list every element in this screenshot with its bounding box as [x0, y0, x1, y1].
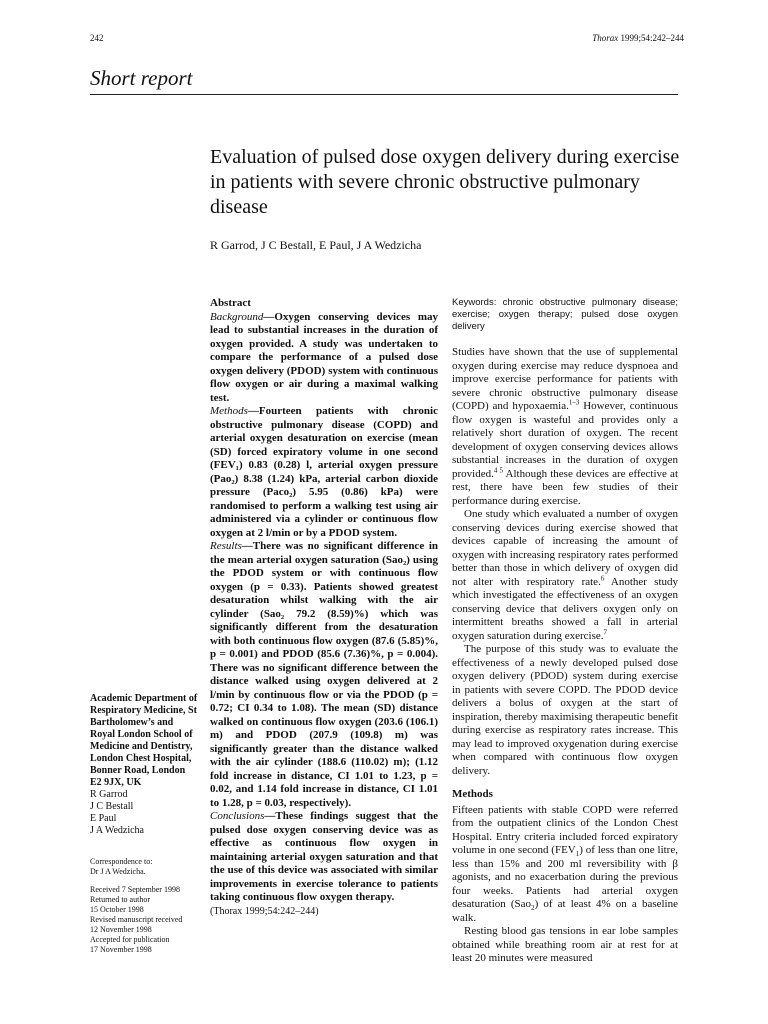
author-affiliation: [90, 693, 198, 837]
affiliation-names: [90, 789, 198, 837]
article-body: [452, 346, 678, 966]
institution: Academic Department of Respiratory Medicine, St Bartholomew’s and Royal London School of Medicine and Dentistry, London Chest Hospital, Bonner Road, London E2 9JX, UK: [90, 693, 198, 788]
article-authors: R Garrod, J C Bestall, E Paul, J A Wedzicha: [210, 238, 422, 252]
body-paragraph: The purpose of this study was to evaluate the effectiveness of a newly developed pulsed dose oxygen delivery (PDOD) system during exercise in patients with severe COPD. The PDOD device delivers a bolus of oxygen at the start of inspiration, thereby maximising therapeutic benefit during exercise as respiratory rates increase. This may lead to improved oxygenation during exercise when compared with continuous flow oxygen delivery.: [452, 643, 678, 777]
abstract-label: Background: [210, 310, 264, 323]
body-paragraph: Fifteen patients with stable COPD were referred from the outpatient clinics of the London Chest Hospital. Entry criteria included forced expiratory volume in one second $(FEV_1)$ of less than one litre, less than 15% and 200 ml reversibility with β agonists, and no exacerbation during the previous four weeks. Patients had arterial oxygen desaturation (Sao$_2$) of at least 4% on a baseline walk.: [452, 803, 678, 924]
date-line: Received 7 September 1998: [90, 885, 180, 894]
abstract-heading: Abstract: [210, 297, 251, 309]
abstract-label: Methods: [210, 405, 248, 417]
date-line: Accepted for publication: [90, 935, 170, 944]
correspondence: [90, 857, 200, 877]
reference-marker: 7: [603, 627, 608, 636]
reference-marker: 4 5: [493, 465, 503, 474]
date-line: 12 November 1998: [90, 925, 152, 934]
page-number: 242: [90, 33, 104, 43]
correspondence-name: Dr J A Wedzicha.: [90, 867, 146, 876]
journal-reference: [592, 33, 684, 43]
author-name: E Paul: [90, 813, 117, 824]
date-line: 17 November 1998: [90, 945, 152, 954]
header-divider: [90, 94, 678, 95]
abstract: [210, 297, 438, 918]
journal-name: Thorax: [592, 33, 619, 43]
reference-marker: 1–3: [568, 398, 580, 407]
keywords: Keywords: chronic obstructive pulmonary disease; exercise; oxygen therapy; pulsed dose oxygen delivery: [452, 297, 678, 332]
abstract-citation: (Thorax 1999;54:242–244): [210, 905, 319, 917]
abstract-label: Conclusions: [210, 810, 265, 822]
author-name: J C Bestall: [90, 801, 134, 812]
abstract-methods: Methods—Fourteen patients with chronic obstructive pulmonary disease (COPD) and arterial oxygen desaturation on exercise (mean (SD) forced expiratory volume in one second (FEV₁) 0.83 (0.28) l, arterial oxygen pressure (Paᴏ₂) 8.38 (1.24) kPa, arterial carbon dioxide pressure (Pacᴏ₂) 5.95 (0.86) kPa) were randomised to perform a walking test using air administered via a cylinder or continuous flow oxygen at 2 l/min or by a PDOD system.: [210, 405, 438, 539]
abstract-background: Background—Oxygen conserving devices may lead to substantial increases in the duration of oxygen provided. A study was undertaken to compare the performance of a pulsed dose oxygen delivery (PDOD) system with continuous flow oxygen or air during a maximal walking test.: [210, 310, 438, 404]
author-name: R Garrod: [90, 789, 128, 800]
abstract-results: Results—There was no significant difference in the mean arterial oxygen saturation (Saᴏ₂) using the PDOD system or with continuous flow oxygen (p = 0.33). Patients showed greatest desaturation whilst walking with the air cylinder (Saᴏ₂ 79.2 (8.59)%) which was significantly different from the desaturation with both continuous flow oxygen (87.6 (5.85)%, p = 0.001) and PDOD (85.6 (7.36)%, p = 0.004). There was no significant difference between the distance walked using oxygen delivered at 2 l/min by continuous flow or via the PDOD (p = 0.72; CI 0.34 to 1.08). The mean (SD) distance walked on continuous flow oxygen (203.6 (106.1) m) and PDOD (207.9 (109.8) m) was significantly greater than the distance walked with the air cylinder (188.6 (110.02) m); (1.12 fold increase in distance, CI 1.01 to 1.23, p = 0.02, and 1.14 fold increase in distance, CI 1.01 to 1.28, p = 0.03, respectively).: [210, 540, 438, 809]
methods-heading: Methods: [452, 788, 493, 800]
abstract-label: Results: [210, 540, 242, 552]
body-paragraph: One study which evaluated a number of oxygen conserving devices during exercise showed that devices capable of increasing the amount of oxygen with increasing respiratory rates performed better than those in which delivery of oxygen did not alter with respiratory rate.$^6$ Another study which investigated the effectiveness of an oxygen conserving device that delivers oxygen only on intermittent breaths showed a fall in arterial oxygen saturation during exercise.$^7$: [452, 508, 678, 642]
publication-dates: [90, 885, 200, 955]
body-paragraph: Studies have shown that the use of supplemental oxygen during exercise may reduce dyspnoea and improve exercise performance for patients with severe chronic obstructive pulmonary disease (COPD) and hypoxaemia.$^{1-3}$ However, continuous flow oxygen is wasteful and provides only a relatively short duration of oxygen. The recent development of oxygen conserving devices allows substantial increases in the duration of oxygen provided.$^{4 5}$ Although these devices are effective at rest, there have been few studies of their performance during exercise.: [452, 346, 679, 507]
date-line: 15 October 1998: [90, 905, 144, 914]
article-title: Evaluation of pulsed dose oxygen delivery during exercise in patients with severe chronic obstructive pulmonary disease: [210, 146, 680, 218]
section-title: Short report: [90, 66, 193, 90]
body-paragraph: Resting blood gas tensions in ear lobe samples obtained while breathing room air at rest for at least 20 minutes were measured: [452, 925, 678, 964]
abstract-conclusions: Conclusions—These findings suggest that the pulsed dose oxygen conserving device was as effective as continuous flow oxygen in maintaining arterial oxygen saturation and that the use of this device was associated with similar improvements in exercise tolerance to patients taking continuous flow oxygen therapy.: [210, 810, 438, 903]
date-line: Returned to author: [90, 895, 150, 904]
journal-citation: 1999;54:242–244: [620, 33, 684, 43]
correspondence-label: Correspondence to:: [90, 857, 153, 866]
date-line: Revised manuscript received: [90, 915, 183, 924]
reference-marker: 6: [600, 573, 605, 582]
author-name: J A Wedzicha: [90, 825, 144, 836]
